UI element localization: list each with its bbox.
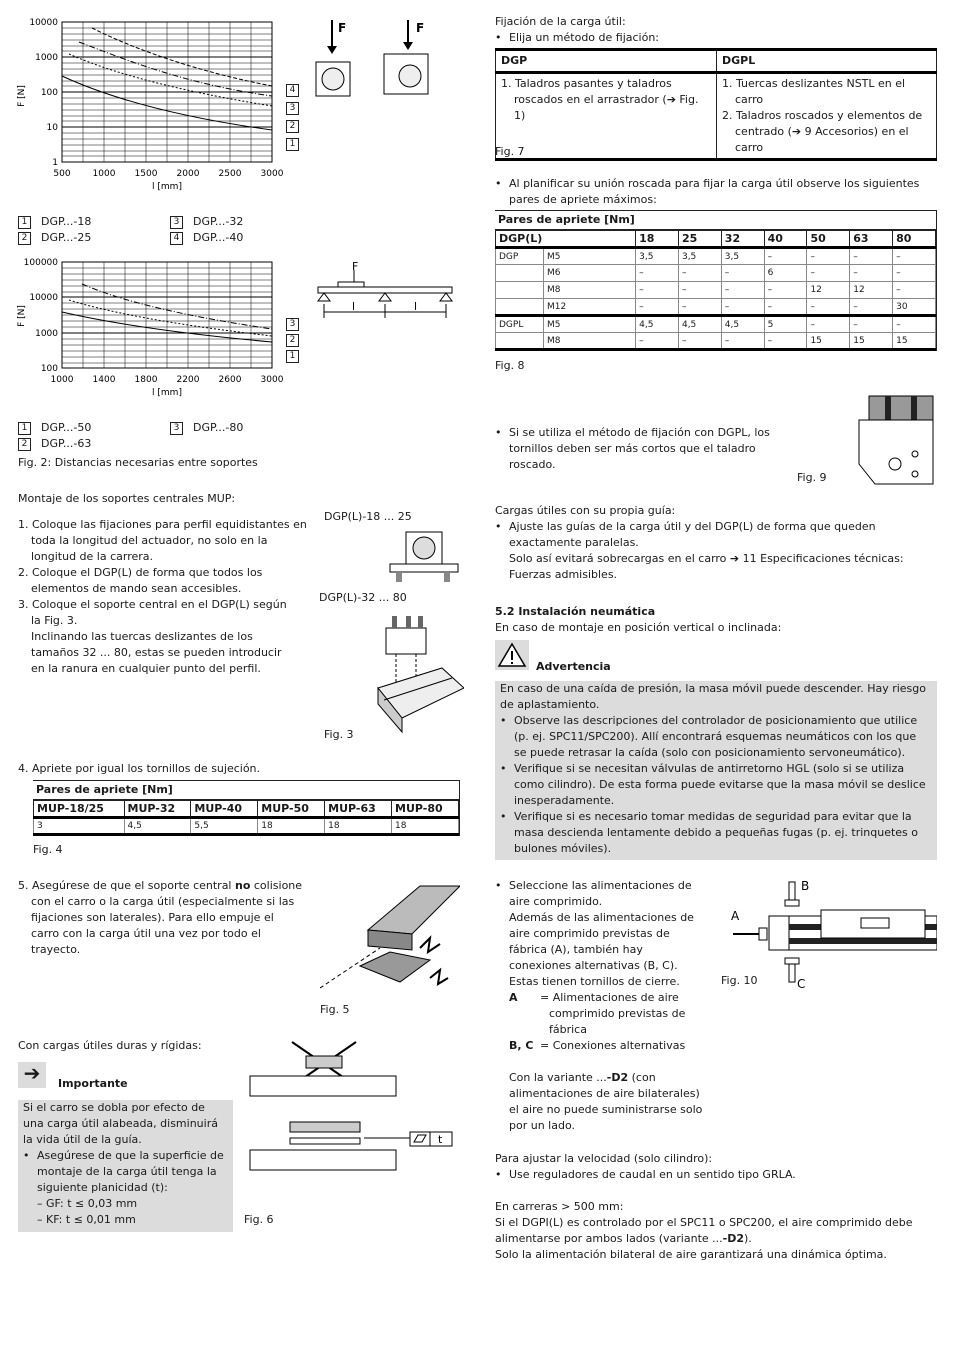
stroke-variant: -D2 [722, 1232, 745, 1245]
curve-3 [82, 284, 272, 329]
legend-text: DGP...-18 [41, 215, 92, 228]
port-a-label: A [731, 909, 740, 923]
curve-label: 4 [286, 84, 299, 97]
th: MUP-40 [191, 801, 258, 818]
th: 32 [721, 231, 764, 248]
step-3: 3. Coloque el soporte central en el DGP(L) según la Fig. 3. [18, 598, 287, 627]
legend-num: 1 [18, 422, 31, 435]
legend-text: DGP...-63 [41, 437, 92, 450]
td: – [678, 333, 721, 350]
stroke-text-a: Si el DGPI(L) es controlado por el SPC11 o SPC200, el aire comprimido debe alimentarse por ambos lados (variante ... [495, 1216, 913, 1245]
fig8-caption: Fig. 8 [495, 359, 525, 372]
ytick: 10 [46, 123, 58, 133]
chart2-curve-labels [286, 318, 309, 363]
th: MUP-80 [392, 801, 459, 818]
dgpl-screw-drawing [855, 394, 935, 488]
table-4-title: Pares de apriete [Nm] [33, 781, 459, 800]
warning-icon [495, 640, 529, 670]
fig3-label-large: DGP(L)-32 ... 80 [319, 591, 407, 604]
td [496, 333, 544, 350]
table-row [496, 282, 936, 299]
important-box [18, 1100, 233, 1232]
table-row [496, 299, 936, 316]
fig10-caption: Fig. 10 [721, 974, 758, 987]
fig3-caption: Fig. 3 [324, 728, 354, 741]
td: 3,5 [678, 248, 721, 265]
force-label: F [352, 260, 359, 273]
td: 1. Taladros pasantes y taladros roscados en el arrastrador (➔ Fig. 1) [501, 77, 699, 122]
td: – [807, 299, 850, 316]
td: – [893, 316, 936, 333]
fig5-caption: Fig. 5 [320, 1003, 350, 1016]
warning-bullet: • Observe las descripciones del controlador de posicionamiento que utilice (p. ej. SPC11/SPC200). Allí encontrará esquemas neumáticos con los que se puede retrasar la caída (solo con posicionamiento servoneumático). [500, 713, 932, 761]
profile-load-drawing [310, 14, 460, 104]
mup-large-drawing [372, 608, 464, 738]
important-bullet: • Asegúrese de que la superficie de montaje de la carga útil tenga la siguiente planicidad (t): [23, 1148, 228, 1196]
td: – [850, 316, 893, 333]
fixation-bullet: • Elija un método de fijación: [495, 30, 935, 46]
td: – [764, 333, 807, 350]
fixation-table [495, 48, 937, 161]
xtick: 2000 [176, 169, 200, 179]
air-section [495, 878, 707, 1134]
legend-text: DGP...-25 [41, 231, 92, 244]
port-b-label: B [801, 879, 810, 893]
td: 15 [850, 333, 893, 350]
td: 2. Taladros roscados y elementos de centrado (➔ 9 Accesorios) en el carro [722, 109, 923, 154]
td: DGP [496, 248, 544, 265]
ytick: 10000 [29, 18, 58, 28]
th: MUP-50 [258, 801, 325, 818]
stroke-text-c: ). [744, 1232, 752, 1245]
curve-label: 2 [286, 334, 299, 347]
fig2-caption: Fig. 2: Distancias necesarias entre soportes [18, 456, 258, 469]
warning-box [495, 681, 937, 860]
table-row [496, 265, 936, 282]
collision-drawing [320, 878, 460, 998]
td: 4,5 [636, 316, 679, 333]
force-label: F [416, 21, 425, 35]
legend-text: DGP...-40 [193, 231, 244, 244]
fig4-caption: Fig. 4 [33, 843, 63, 856]
mup-section [18, 491, 308, 677]
x-axis-label: l [mm] [152, 388, 182, 398]
xtick: 1800 [134, 375, 158, 385]
curve-label: 3 [286, 318, 299, 331]
force-label: F [338, 21, 347, 35]
xtick: 1500 [134, 169, 158, 179]
td: 3,5 [636, 248, 679, 265]
td: – [678, 299, 721, 316]
fig9-caption: Fig. 9 [797, 471, 827, 484]
th: 25 [678, 231, 721, 248]
td: M12 [544, 299, 636, 316]
ytick: 100 [40, 88, 58, 98]
table-4 [33, 780, 460, 836]
td: M5 [544, 248, 636, 265]
th: DGPL [717, 50, 937, 73]
legend-num: 3 [170, 216, 183, 229]
section-text: En caso de montaje en posición vertical o inclinada: [495, 621, 782, 634]
important-heading: Importante [58, 1077, 128, 1090]
ytick: 100000 [23, 258, 58, 268]
td: – [807, 316, 850, 333]
dgpl-bullet: • Si se utiliza el método de fijación con DGPL, los tornillos deben ser más cortos que el taladro roscado. [495, 425, 770, 473]
td: – [850, 248, 893, 265]
important-text: Si el carro se dobla por efecto de una carga útil alabeada, disminuirá la vida útil de la guía. [23, 1101, 218, 1146]
legend-1 [18, 214, 298, 246]
th: DGP [496, 50, 717, 73]
th: 63 [850, 231, 893, 248]
td: – [893, 282, 936, 299]
rigid-title: Con cargas útiles duras y rígidas: [18, 1039, 202, 1052]
td: – [721, 265, 764, 282]
guide-extra: Solo así evitará sobrecargas en el carro ➔ 11 Especificaciones técnicas: Fuerzas admisibles. [509, 552, 904, 581]
y-axis-label: F [N] [17, 85, 27, 107]
important-kf: – KF: t ≤ 0,01 mm [37, 1213, 136, 1226]
span-label: l [414, 300, 418, 313]
td: – [764, 248, 807, 265]
table-8-title: Pares de apriete [Nm] [495, 211, 936, 230]
td: – [807, 265, 850, 282]
curve-label: 1 [286, 350, 299, 363]
td: 12 [850, 282, 893, 299]
plan-bullet: • Al planificar su unión roscada para fijar la carga útil observe los siguientes pares de apriete máximos: [495, 176, 937, 208]
th: MUP-63 [325, 801, 392, 818]
td [496, 265, 544, 282]
td: – [764, 282, 807, 299]
flatness-t-label: t [438, 1133, 443, 1146]
curve-label: 3 [286, 102, 299, 115]
ytick: 1 [52, 158, 58, 168]
grid [62, 22, 272, 162]
td: – [721, 282, 764, 299]
d2-note [495, 1070, 707, 1134]
speed-section [495, 1151, 937, 1263]
td: 3,5 [721, 248, 764, 265]
guide-section [495, 503, 937, 583]
xtick: 1000 [92, 169, 116, 179]
td: – [678, 265, 721, 282]
td: 1. Tuercas deslizantes NSTL en el carro [722, 77, 906, 106]
legend-num: 2 [18, 438, 31, 451]
td: – [636, 265, 679, 282]
td: 5 [764, 316, 807, 333]
xtick: 1400 [92, 375, 116, 385]
td: 3 [34, 818, 125, 835]
def-value: = Conexiones alternativas [540, 1039, 686, 1052]
stroke-text-2: Solo la alimentación bilateral de aire garantizará una dinámica óptima. [495, 1248, 887, 1261]
warning-bullet: • Verifique si se necesitan válvulas de antirretorno HGL (solo si se utiliza como cilindro). De esta forma puede evitarse que la masa móvil se deslice inesperadamente. [500, 761, 932, 809]
td: – [678, 282, 721, 299]
span-label: l [352, 300, 356, 313]
th: 80 [893, 231, 936, 248]
fixation-section [495, 14, 935, 46]
xtick: 3000 [260, 169, 284, 179]
ytick: 10000 [29, 293, 58, 303]
fig6-caption: Fig. 6 [244, 1213, 274, 1226]
chart-support-distance-18-40 [14, 14, 314, 194]
th: MUP-32 [124, 801, 191, 818]
guide-title: Cargas útiles con su propia guía: [495, 504, 676, 517]
legend-text: DGP...-32 [193, 215, 244, 228]
td: 12 [807, 282, 850, 299]
xtick: 1000 [50, 375, 74, 385]
table-row [496, 316, 936, 333]
th: 50 [807, 231, 850, 248]
stroke-text [495, 1215, 937, 1247]
torque-table [495, 230, 936, 351]
td [496, 282, 544, 299]
td: 15 [893, 333, 936, 350]
table-8 [495, 210, 937, 351]
td: – [721, 333, 764, 350]
mup-title: Montaje de los soportes centrales MUP: [18, 492, 236, 505]
chart-support-distance-50-80 [14, 254, 314, 402]
td: DGPL [496, 316, 544, 333]
xtick: 2200 [176, 375, 200, 385]
xtick: 3000 [260, 375, 284, 385]
th: DGP(L) [496, 231, 636, 248]
td: M6 [544, 265, 636, 282]
td: – [636, 333, 679, 350]
td: 4,5 [124, 818, 191, 835]
td: 18 [392, 818, 459, 835]
speed-bullet: • Use reguladores de caudal en un sentido tipo GRLA. [495, 1167, 937, 1183]
step-4: 4. Apriete por igual los tornillos de sujeción. [18, 762, 261, 775]
th: 40 [764, 231, 807, 248]
arrow-icon: ➔ [18, 1062, 46, 1088]
step-3-note: Inclinando las tuercas deslizantes de los tamaños 32 ... 80, estas se pueden introducir en la ranura en cualquier punto del perfil. [31, 630, 282, 675]
td: – [636, 282, 679, 299]
td: – [636, 299, 679, 316]
important-gf: – GF: t ≤ 0,03 mm [37, 1197, 138, 1210]
td: – [764, 299, 807, 316]
def-value: = Alimentaciones de aire comprimido previstas de fábrica [540, 991, 686, 1036]
legend-num: 3 [170, 422, 183, 435]
warning-text: En caso de una caída de presión, la masa móvil puede descender. Hay riesgo de aplastamiento. [500, 682, 926, 711]
th: MUP-18/25 [34, 801, 125, 818]
legend-2 [18, 420, 298, 452]
stroke-title: En carreras > 500 mm: [495, 1200, 624, 1213]
d2-text: (con alimentaciones de aire bilaterales) el aire no puede suministrarse solo por un lado. [509, 1071, 703, 1132]
legend-text: DGP...-80 [193, 421, 244, 434]
legend-text: DGP...-50 [41, 421, 92, 434]
td: M8 [544, 282, 636, 299]
td: – [721, 299, 764, 316]
td: – [893, 248, 936, 265]
td: 5,5 [191, 818, 258, 835]
td: 4,5 [678, 316, 721, 333]
td: 15 [807, 333, 850, 350]
step-1: 1. Coloque las fijaciones para perfil equidistantes en toda la longitud del actuador, no solo en la longitud de la carrera. [18, 518, 307, 563]
fig7-caption: Fig. 7 [495, 145, 525, 158]
th: 18 [636, 231, 679, 248]
td: – [850, 299, 893, 316]
xtick: 2500 [218, 169, 242, 179]
chart1-curve-labels [286, 84, 309, 151]
td: – [893, 265, 936, 282]
td: 18 [325, 818, 392, 835]
td: – [850, 265, 893, 282]
step-2: 2. Coloque el DGP(L) de forma que todos los elementos de mando sean accesibles. [18, 566, 263, 595]
curve-label: 1 [286, 138, 299, 151]
legend-num: 4 [170, 232, 183, 245]
x-axis-label: l [mm] [152, 182, 182, 192]
ytick: 1000 [35, 329, 58, 339]
air-bullet: • Seleccione las alimentaciones de aire comprimido. [495, 878, 707, 910]
fig3-label-small: DGP(L)-18 ... 25 [324, 510, 412, 523]
td: 4,5 [721, 316, 764, 333]
warning-bullet: • Verifique si es necesario tomar medidas de seguridad para evitar que la masa descienda lentamente debido a pequeñas fugas (p. ej. trinquetes o bulones móviles). [500, 809, 932, 857]
table-row [496, 248, 936, 265]
guide-bullet: • Ajuste las guías de la carga útil y del DGP(L) de forma que queden exactamente paralelas. [495, 519, 937, 551]
legend-num: 2 [18, 232, 31, 245]
td: 30 [893, 299, 936, 316]
legend-num: 1 [18, 216, 31, 229]
ytick: 100 [40, 364, 58, 374]
fixation-title: Fijación de la carga útil: [495, 15, 626, 28]
ytick: 1000 [35, 53, 58, 63]
port-c-label: C [797, 977, 806, 991]
xtick: 2600 [218, 375, 242, 385]
air-text: Además de las alimentaciones de aire comprimido previstas de fábrica (A), también hay conexiones alternativas (B, C). Estas tienen tornillos de cierre. [509, 911, 694, 988]
def-key: B, C [509, 1039, 534, 1052]
td [496, 299, 544, 316]
d2-text: Con la variante ... [509, 1071, 607, 1084]
section-heading: 5.2 Instalación neumática [495, 605, 656, 618]
mup-small-drawing [380, 528, 460, 586]
xtick: 500 [53, 169, 71, 179]
flatness-drawing [246, 1038, 460, 1178]
step-5 [18, 878, 303, 958]
y-axis-label: F [N] [17, 305, 27, 327]
table-row [496, 333, 936, 350]
step-5-text: 5. Asegúrese de que el soporte central [18, 879, 235, 892]
td: 6 [764, 265, 807, 282]
td: M5 [544, 316, 636, 333]
curve-label: 2 [286, 120, 299, 133]
speed-title: Para ajustar la velocidad (solo cilindro): [495, 1152, 713, 1165]
d2-variant: -D2 [606, 1071, 629, 1084]
warning-heading: Advertencia [536, 660, 611, 673]
td: – [807, 248, 850, 265]
beam-support-drawing [312, 258, 462, 323]
td: 18 [258, 818, 325, 835]
mup-torque-table [33, 800, 459, 836]
def-key: A [509, 991, 518, 1004]
td: M8 [544, 333, 636, 350]
step-5-bold: no [235, 879, 251, 892]
step-5-text: colisione con el carro o la carga útil (especialmente si las fijaciones son laterales). Para ello empuje el carro con la carga útil una vez por todo el trayecto. [31, 879, 303, 956]
